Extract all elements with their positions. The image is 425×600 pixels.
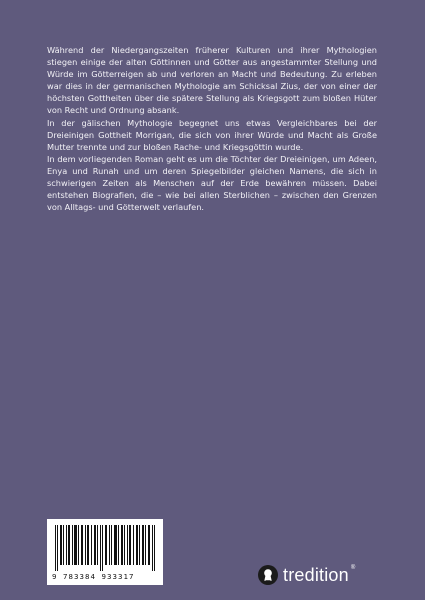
trademark-symbol: ® [350, 565, 356, 571]
isbn-barcode [47, 519, 163, 585]
blurb-paragraph-2: In der gälischen Mythologie begegnet uns etwas Vergleichbares bei der Dreieinigen Gottheit Morrigan, die sich von ihrer Würde und Macht als Große Mutter trennte und zur bloßen Rache- und Kriegsgöttin wurde. [47, 117, 377, 152]
isbn-number: 9 783384 933317 [52, 572, 135, 581]
blurb-paragraph-1: Während der Niedergangszeiten früherer Kulturen und ihrer Mythologien stiegen einige der alten Göttinnen und Götter aus angestammter Stellung und Würde im Götterreigen ab und verloren an Macht und Bedeutung. Zu erleben war dies in der germanischen Mythologie am Schicksal Zius, der von einer der höchsten Gottheiten über die spätere Stellung als Kriegsgott zum bloßen Hüter von Recht und Ordnung absank. [47, 45, 377, 116]
publisher-logo [258, 563, 358, 587]
tredition-logo-icon [258, 565, 278, 585]
blurb-paragraph-3: In dem vorliegenden Roman geht es um die Töchter der Dreieinigen, um Adeen, Enya und Runah und um deren Spiegelbilder gleichen Namens, die sich in schwierigen Zeiten als Menschen auf der Erde bewähren müssen. Dabei entstehen Biografien, die – wie bei allen Sterblichen – zwischen den Grenzen von Alltags- und Götterwelt verlaufen. [47, 153, 377, 213]
publisher-name: tredition [283, 565, 349, 585]
blurb-text [47, 44, 377, 213]
barcode-bars [55, 525, 155, 571]
